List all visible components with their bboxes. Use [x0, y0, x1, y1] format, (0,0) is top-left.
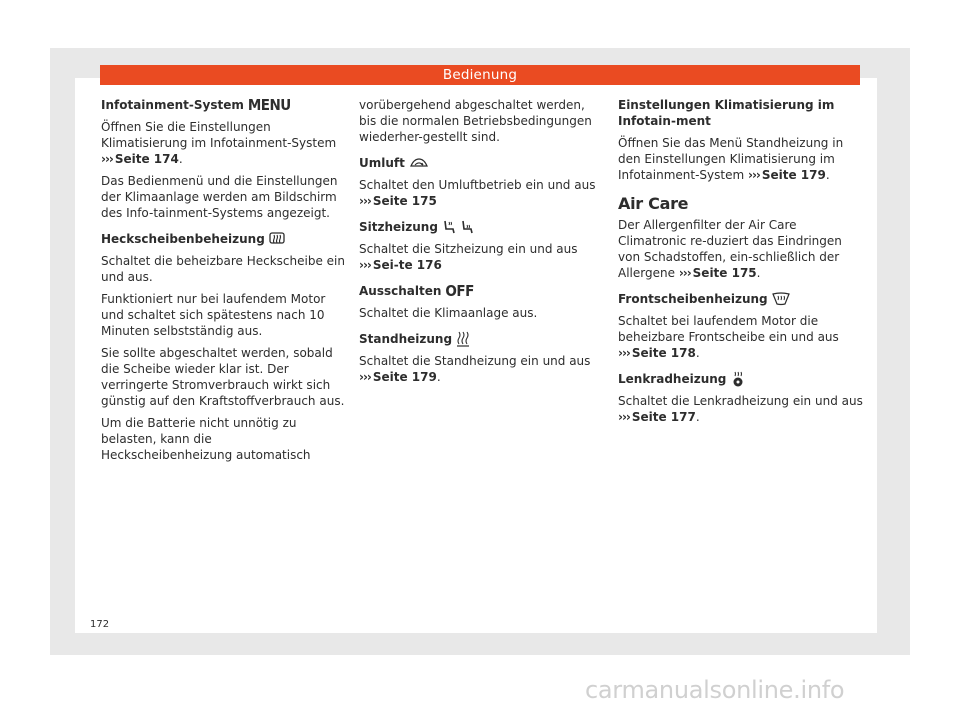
section-header: Bedienung [100, 65, 860, 85]
paragraph-air-care-text: Der Allergenfilter der Air Care Climatronic re-duziert das Eindringen von Schadstoffen, ein-schließlich der Allergene [618, 218, 842, 280]
paragraph-continued: vorübergehend abgeschaltet werden, bis die normalen Betriebsbedingungen wiederher-gestellt sind. [359, 98, 592, 144]
paragraph-end: . [825, 168, 830, 182]
ref-link[interactable]: Seite 175 [692, 266, 757, 280]
paragraph-engine-running: Funktioniert nur bei laufendem Motor und schaltet sich spätestens nach 10 Minuten selbstständig aus. [101, 292, 326, 338]
paragraph-open-settings [101, 119, 346, 167]
ref-arrow: ››› [359, 194, 371, 208]
paragraph-end: . [695, 346, 700, 360]
paragraph-windscreen-heating [618, 313, 863, 361]
paragraph-end: . [178, 152, 183, 166]
heading-auxiliary-heating-label: Standheizung [359, 332, 453, 346]
seat-heating-icon [460, 219, 474, 235]
paragraph-auxiliary-heating-text: Schaltet die Standheizung ein und aus [359, 354, 591, 368]
heading-steering-wheel-heating [618, 371, 863, 387]
paragraph-steering-wheel-heating-text: Schaltet die Lenkradheizung ein und aus [618, 394, 863, 408]
heading-recirculation-label: Umluft [359, 156, 405, 170]
paragraph-air-care [618, 217, 863, 281]
heading-switch-off [359, 283, 604, 299]
paragraph-end: . [436, 370, 441, 384]
paragraph-recirculation [359, 177, 604, 209]
paragraph-seat-heating [359, 241, 604, 273]
paragraph-open-aux-menu [618, 135, 863, 183]
off-symbol: OFF [445, 281, 474, 300]
paragraph-open-aux-menu-text: Öffnen Sie das Menü Standheizung in den Einstellungen Klimatisierung im Infotainment-System [618, 136, 844, 182]
air-care-title: Air Care [618, 194, 689, 213]
ref-link[interactable]: Seite 177 [631, 410, 696, 424]
column-3 [618, 97, 863, 431]
ref-arrow: ››› [748, 168, 760, 182]
ref-link[interactable]: Seite 178 [631, 346, 696, 360]
heading-steering-wheel-heating-label: Lenkradheizung [618, 372, 727, 386]
heading-recirculation [359, 155, 604, 171]
ref-arrow: ››› [359, 258, 371, 272]
heading-auxiliary-heating [359, 331, 604, 347]
heading-infotainment-label: Infotainment-System [101, 98, 244, 112]
ref-arrow: ››› [618, 346, 630, 360]
heading-infotainment [101, 97, 346, 113]
steering-wheel-heating-icon [730, 371, 746, 387]
windscreen-heating-icon [772, 292, 790, 306]
paragraph-switch-off-ac: Schaltet die Klimaanlage aus. [359, 306, 538, 320]
paragraph-recirculation-text: Schaltet den Umluftbetrieb ein und aus [359, 178, 596, 192]
heading-climate-settings: Einstellungen Klimatisierung im Infotain-ment [618, 98, 835, 128]
ref-link[interactable]: Sei-te 176 [372, 258, 442, 272]
heading-seat-heating [359, 219, 604, 235]
heading-windscreen-heating [618, 291, 863, 307]
ref-arrow: ››› [678, 266, 691, 280]
menu-symbol: MENU [247, 95, 291, 114]
column-1 [101, 97, 346, 469]
paragraph-windscreen-heating-text: Schaltet bei laufendem Motor die beheizbare Frontscheibe ein und aus [618, 314, 839, 344]
paragraph-open-settings-text: Öffnen Sie die Einstellungen Klimatisierung im Infotainment-System [101, 120, 337, 150]
rear-window-heating-icon [269, 232, 285, 246]
recirculation-icon [409, 157, 429, 169]
column-2 [359, 97, 604, 391]
ref-link[interactable]: Seite 175 [372, 194, 437, 208]
paragraph-end: . [695, 410, 700, 424]
seat-heating-icon [442, 219, 456, 235]
page-number: 172 [90, 619, 110, 630]
paragraph-switch-off: Sie sollte abgeschaltet werden, sobald die Scheibe wieder klar ist. Der verringerte Stromverbrauch wirkt sich günstig auf den Kraftstoffverbrauch aus. [101, 346, 345, 408]
paragraph-auxiliary-heating [359, 353, 604, 385]
ref-arrow: ››› [101, 152, 113, 166]
ref-link[interactable]: Seite 179 [372, 370, 437, 384]
heading-windscreen-heating-label: Frontscheibenheizung [618, 292, 768, 306]
heading-seat-heating-label: Sitzheizung [359, 220, 438, 234]
paragraph-rear-window: Schaltet die beheizbare Heckscheibe ein und aus. [101, 254, 345, 284]
paragraph-seat-heating-text: Schaltet die Sitzheizung ein und aus [359, 242, 578, 256]
ref-arrow: ››› [618, 410, 630, 424]
paragraph-menu-display: Das Bedienmenü und die Einstellungen der Klimaanlage werden am Bildschirm des Info-tainment-Systems angezeigt. [101, 174, 338, 220]
heading-switch-off-label: Ausschalten [359, 284, 442, 298]
ref-link[interactable]: Seite 174 [114, 152, 179, 166]
auxiliary-heating-icon [456, 331, 470, 347]
ref-link[interactable]: Seite 179 [761, 168, 826, 182]
heading-rear-window-heating-label: Heckscheibenbeheizung [101, 232, 265, 246]
paragraph-end: . [756, 266, 761, 280]
ref-arrow: ››› [359, 370, 371, 384]
heading-rear-window-heating [101, 231, 346, 247]
paragraph-battery: Um die Batterie nicht unnötig zu belasten, kann die Heckscheibenheizung automatisch [101, 416, 311, 462]
paragraph-steering-wheel-heating [618, 393, 863, 425]
watermark: carmanualsonline.info [585, 676, 845, 704]
